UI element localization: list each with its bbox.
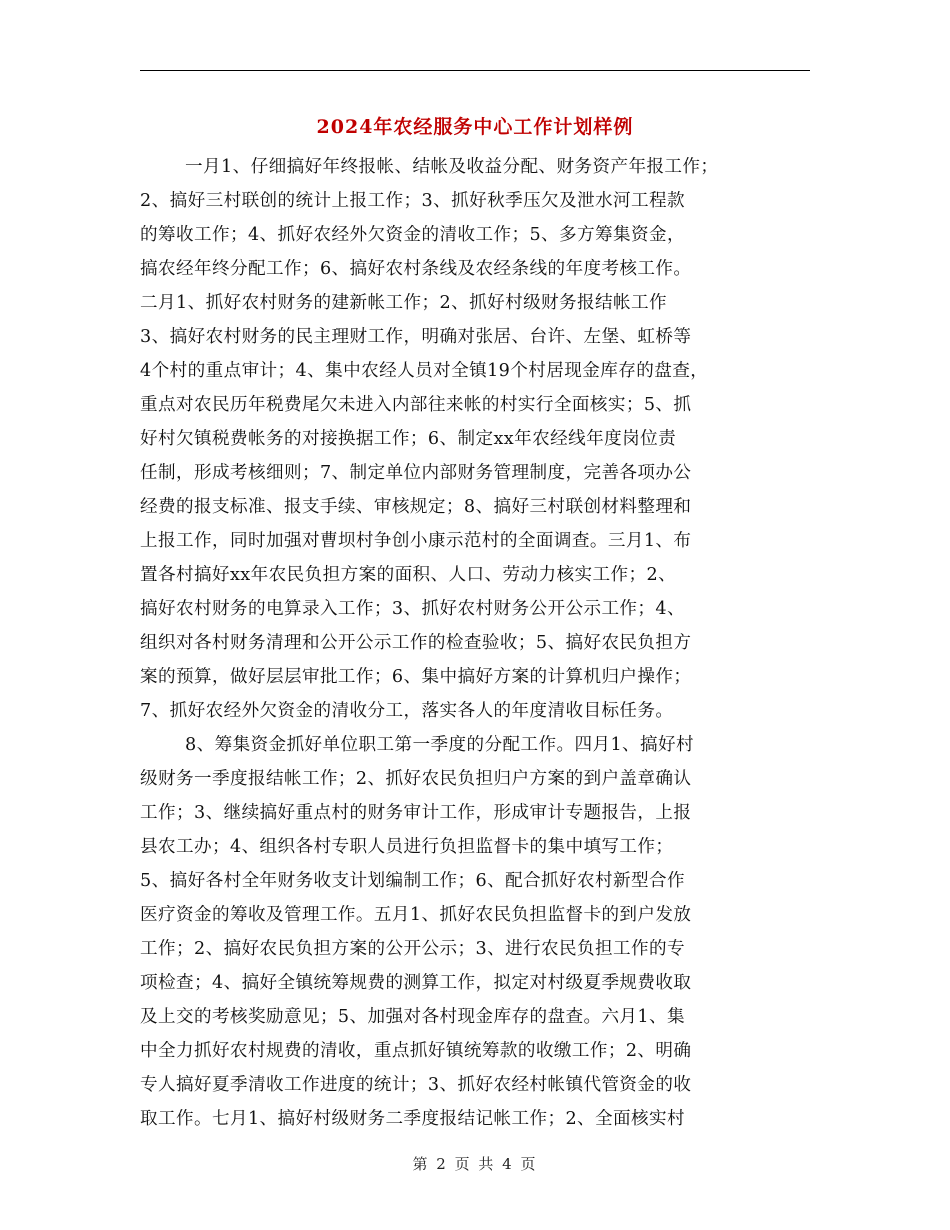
body-line: 8、筹集资金抓好单位职工第一季度的分配工作。四月1、搞好村: [185, 735, 695, 755]
document-body: [140, 150, 800, 1136]
body-line: 二月1、抓好农村财务的建新帐工作；2、抓好村级财务报结帐工作: [140, 293, 668, 313]
body-line: 项检查；4、搞好全镇统筹规费的测算工作，拟定对村级夏季规费收取: [140, 973, 692, 993]
body-line: 一月1、仔细搞好年终报帐、结帐及收益分配、财务资产年报工作；: [185, 157, 719, 177]
page-footer: [0, 1153, 950, 1174]
body-line: 医疗资金的筹收及管理工作。五月1、抓好农民负担监督卡的到户发放: [140, 905, 692, 925]
body-line: 重点对农民历年税费尾欠未进入内部往来帐的村实行全面核实；5、抓: [140, 395, 692, 415]
body-line: 好村欠镇税费帐务的对接换据工作；6、制定xx年农经线年度岗位责: [140, 429, 677, 449]
body-line: 任制，形成考核细则；7、制定单位内部财务管理制度，完善各项办公: [140, 463, 692, 483]
body-line: 4个村的重点审计；4、集中农经人员对全镇19个村居现金库存的盘查，: [140, 361, 709, 381]
body-line: 7、抓好农经外欠资金的清收分工，落实各人的年度清收目标任务。: [140, 701, 674, 721]
header-rule: [140, 70, 810, 71]
body-line: 经费的报支标准、报支手续、审核规定；8、搞好三村联创材料整理和: [140, 497, 692, 517]
page-number-label: 第 2 页 共 4 页: [412, 1155, 538, 1173]
body-line: 的筹收工作；4、抓好农经外欠资金的清收工作；5、多方筹集资金，: [140, 225, 686, 245]
body-line: 置各村搞好xx年农民负担方案的面积、人口、劳动力核实工作；2、: [140, 565, 677, 585]
body-line: 3、搞好农村财务的民主理财工作，明确对张居、台许、左堡、虹桥等: [140, 327, 692, 347]
body-line: 组织对各村财务清理和公开公示工作的检查验收；5、搞好农民负担方: [140, 633, 692, 653]
body-line: 搞好农村财务的电算录入工作；3、抓好农村财务公开公示工作；4、: [140, 599, 686, 619]
body-line: 级财务一季度报结帐工作；2、抓好农民负担归户方案的到户盖章确认: [140, 769, 692, 789]
body-line: 2、搞好三村联创的统计上报工作；3、抓好秋季压欠及泄水河工程款: [140, 191, 686, 211]
body-line: 取工作。七月1、搞好村级财务二季度报结记帐工作；2、全面核实村: [140, 1109, 686, 1129]
body-line: 上报工作，同时加强对曹坝村争创小康示范村的全面调查。三月1、布: [140, 531, 692, 551]
body-line: 工作；2、搞好农民负担方案的公开公示；3、进行农民负担工作的专: [140, 939, 686, 959]
body-line: 工作；3、继续搞好重点村的财务审计工作，形成审计专题报告，上报: [140, 803, 692, 823]
body-line: 案的预算，做好层层审批工作；6、集中搞好方案的计算机归户操作；: [140, 667, 692, 687]
document-title: 2024年农经服务中心工作计划样例: [316, 116, 634, 138]
body-line: 5、搞好各村全年财务收支计划编制工作；6、配合抓好农村新型合作: [140, 871, 686, 891]
body-line: 中全力抓好农村规费的清收，重点抓好镇统筹款的收缴工作；2、明确: [140, 1041, 692, 1061]
body-line: 及上交的考核奖励意见；5、加强对各村现金库存的盘查。六月1、集: [140, 1007, 686, 1027]
body-line: 县农工办；4、组织各村专职人员进行负担监督卡的集中填写工作；: [140, 837, 674, 857]
body-line: 专人搞好夏季清收工作进度的统计；3、抓好农经村帐镇代管资金的收: [140, 1075, 692, 1095]
body-line: 搞农经年终分配工作；6、搞好农村条线及农经条线的年度考核工作。: [140, 259, 692, 279]
